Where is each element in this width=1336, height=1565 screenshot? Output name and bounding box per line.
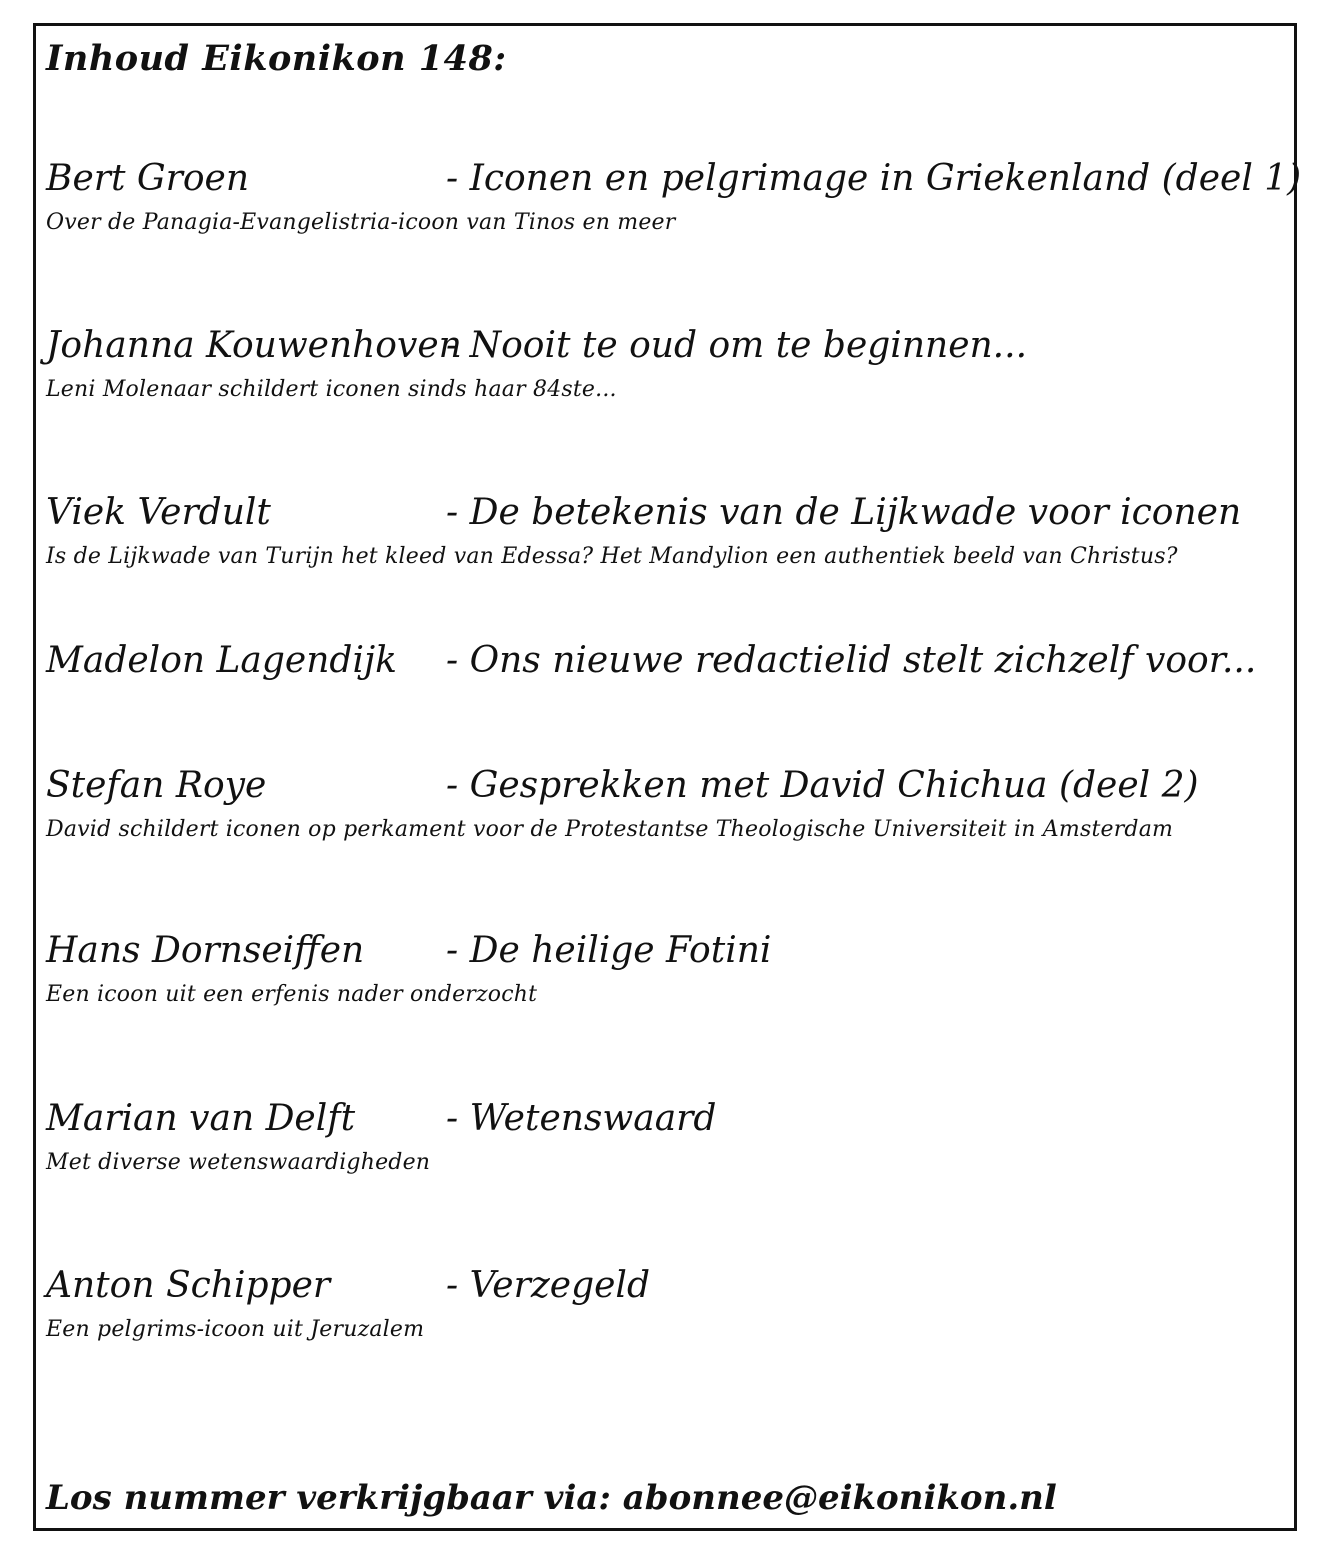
toc-entry [46, 1098, 1276, 1175]
entry-author: Viek Verdult [46, 492, 271, 533]
entry-author: Johanna Kouwenhoven [46, 325, 462, 366]
toc-entry [46, 765, 1276, 842]
toc-entry [46, 325, 1276, 402]
entry-subtitle: Is de Lijkwade van Turijn het kleed van Edessa? Het Mandylion een authentiek beeld van Christus? [46, 544, 1178, 569]
toc-entry [46, 1265, 1276, 1342]
entry-author: Marian van Delft [46, 1098, 356, 1139]
entry-title: - Ons nieuwe redactielid stelt zichzelf voor... [446, 640, 1257, 681]
entry-subtitle: Over de Panagia-Evangelistria-icoon van Tinos en meer [46, 210, 676, 235]
entry-title: - De betekenis van de Lijkwade voor iconen [446, 492, 1242, 533]
entry-subtitle: Met diverse wetenswaardigheden [46, 1150, 431, 1175]
entry-subtitle: Een pelgrims-icoon uit Jeruzalem [46, 1317, 425, 1342]
page-title: Inhoud Eikonikon 148: [46, 38, 507, 79]
entry-title: - Nooit te oud om te beginnen... [446, 325, 1028, 366]
order-info: Los nummer verkrijgbaar via: abonnee@eikonikon.nl [46, 1478, 1057, 1518]
toc-entry [46, 640, 1276, 690]
entry-subtitle: Leni Molenaar schildert iconen sinds haar 84ste... [46, 377, 617, 402]
entry-author: Anton Schipper [46, 1265, 331, 1306]
entry-author: Hans Dornseiffen [46, 930, 365, 971]
toc-entry [46, 158, 1302, 235]
entry-subtitle: David schildert iconen op perkament voor de Protestantse Theologische Universiteit in Amsterdam [46, 817, 1174, 842]
entry-author: Bert Groen [46, 158, 250, 199]
entry-title: - Wetenswaard [446, 1098, 717, 1139]
entry-author: Stefan Roye [46, 765, 267, 806]
entry-title: - De heilige Fotini [446, 930, 772, 971]
toc-entry [46, 930, 1276, 1007]
toc-entry [46, 492, 1276, 569]
entry-title: - Verzegeld [446, 1265, 650, 1306]
entry-author: Madelon Lagendijk [46, 640, 397, 681]
entry-title: - Gesprekken met David Chichua (deel 2) [446, 765, 1199, 806]
entry-title: - Iconen en pelgrimage in Griekenland (deel 1) [446, 158, 1302, 199]
entry-subtitle: Een icoon uit een erfenis nader onderzocht [46, 982, 538, 1007]
